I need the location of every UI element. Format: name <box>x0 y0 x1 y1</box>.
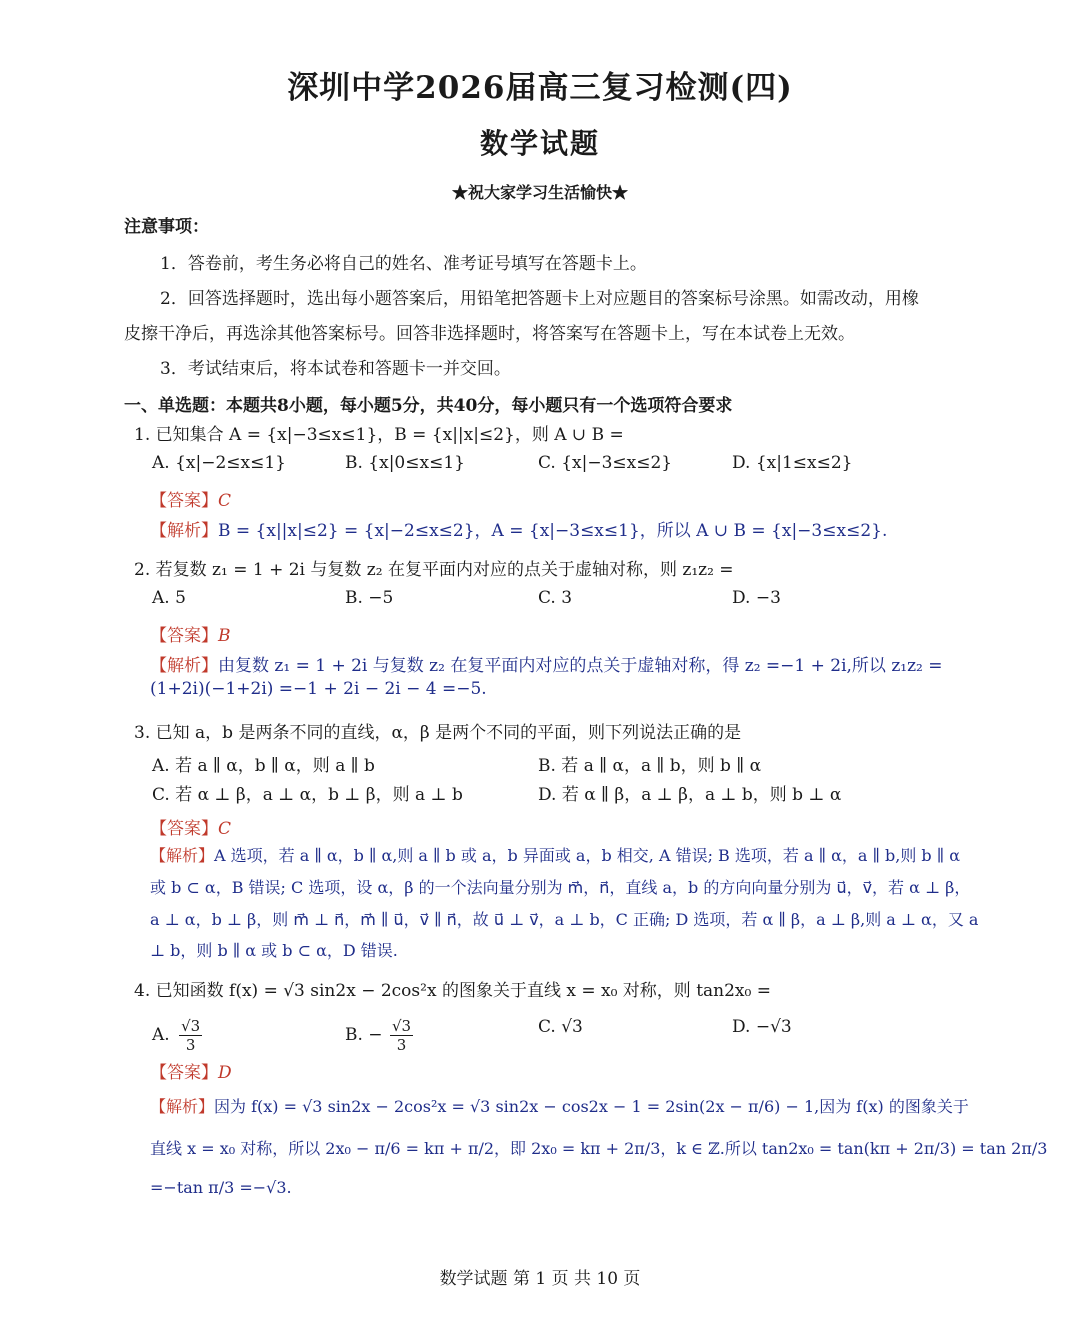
question-2-stem: 2. 若复数 z₁ = 1 + 2i 与复数 z₂ 在复平面内对应的点关于虚轴对称，则 z₁z₂ = <box>134 560 734 580</box>
q1-answer-value: C <box>218 491 232 511</box>
analysis-tag: 【解析】 <box>150 656 218 676</box>
fraction-denominator: 3 <box>396 1036 407 1054</box>
analysis-tag: 【解析】 <box>150 846 215 865</box>
analysis-tag: 【解析】 <box>150 521 218 541</box>
q4-analysis-line-1: 因为 f(x) = √3 sin2x − 2cos²x = √3 sin2x − cos2x − 1 = 2sin(2x − π/6) − 1,因为 f(x) 的图象关于 <box>214 1097 969 1116</box>
q2-answer-value: B <box>218 626 231 646</box>
notice-item-2-line-1: 2．回答选择题时，选出每小题答案后，用铅笔把答题卡上对应题目的答案标号涂黑。如需改动，用橡 <box>160 289 919 309</box>
page-footer: 数学试题 第 1 页 共 10 页 <box>439 1269 641 1289</box>
q4-analysis <box>150 1094 969 1117</box>
q3-option-c: C. 若 α ⊥ β，a ⊥ α，b ⊥ β，则 a ⊥ b <box>152 785 463 805</box>
q3-answer <box>150 814 231 839</box>
q3-option-d: D. 若 α ∥ β，a ⊥ β，a ⊥ b，则 b ⊥ α <box>538 785 842 805</box>
q3-analysis-line-2: 或 b ⊂ α，B 错误; C 选项，设 α，β 的一个法向量分别为 m⃗，n⃗，直线 a，b 的方向向量分别为 u⃗，v⃗，若 α ⊥ β， <box>150 878 971 897</box>
q2-analysis <box>150 651 943 676</box>
q1-option-d: D. {x|1≤x≤2} <box>732 453 853 473</box>
q3-analysis-line-1: A 选项，若 a ∥ α，b ∥ α,则 a ∥ b 或 a，b 异面或 a，b 相交, A 错误; B 选项，若 a ∥ α，a ∥ b,则 b ∥ α <box>214 846 961 865</box>
q2-analysis-line-2: (1+2i)(−1+2i) =−1 + 2i − 2i − 4 =−5. <box>150 679 487 699</box>
q3-answer-value: C <box>218 819 232 839</box>
q1-option-c: C. {x|−3≤x≤2} <box>538 453 673 473</box>
q1-analysis <box>150 516 887 541</box>
section-heading: 一、单选题：本题共8小题，每小题5分，共40分，每小题只有一个选项符合要求 <box>124 396 733 416</box>
exam-title: 深圳中学2026届高三复习检测(四) <box>287 70 793 106</box>
q1-analysis-text: B = {x||x|≤2} = {x|−2≤x≤2}，A = {x|−3≤x≤1}，所以 A ∪ B = {x|−3≤x≤2}. <box>218 521 888 541</box>
q2-option-c: C. 3 <box>538 588 573 608</box>
q4-answer <box>150 1058 232 1083</box>
q4-option-a-label: A. <box>152 1025 170 1045</box>
q1-answer <box>150 486 231 511</box>
q3-analysis <box>150 843 960 866</box>
fraction-numerator: √3 <box>391 1017 412 1035</box>
answer-tag: 【答案】 <box>150 626 218 646</box>
q2-analysis-line-1: 由复数 z₁ = 1 + 2i 与复数 z₂ 在复平面内对应的点关于虚轴对称，得 z₂ =−1 + 2i,所以 z₁z₂ = <box>218 656 943 676</box>
q1-option-a: A. {x|−2≤x≤1} <box>152 453 286 473</box>
answer-tag: 【答案】 <box>150 1063 218 1083</box>
q2-answer <box>150 621 231 646</box>
q3-analysis-line-3: a ⊥ α，b ⊥ β，则 m⃗ ⊥ n⃗，m⃗ ∥ u⃗，v⃗ ∥ n⃗，故 u⃗ ⊥ v⃗，a ⊥ b，C 正确; D 选项，若 α ∥ β，a ⊥ β,则 a ⊥ α，又 a <box>150 910 979 929</box>
q4-option-d: D. −√3 <box>732 1017 792 1037</box>
motto: ★祝大家学习生活愉快★ <box>451 183 628 202</box>
q4-analysis-line-3: =−tan π/3 =−√3. <box>150 1178 292 1197</box>
q2-option-b: B. −5 <box>345 588 394 608</box>
q4-option-b <box>345 1017 413 1054</box>
question-1-stem: 1. 已知集合 A = {x|−3≤x≤1}，B = {x||x|≤2}，则 A ∪ B = <box>134 425 624 445</box>
notice-item-3: 3．考试结束后，将本试卷和答题卡一并交回。 <box>160 359 511 379</box>
notice-item-1: 1．答卷前，考生务必将自己的姓名、准考证号填写在答题卡上。 <box>160 254 647 274</box>
q4-option-c: C. √3 <box>538 1017 583 1037</box>
question-4-stem: 4. 已知函数 f(x) = √3 sin2x − 2cos²x 的图象关于直线 x = x₀ 对称，则 tan2x₀ = <box>134 981 771 1001</box>
exam-subtitle: 数学试题 <box>479 127 600 160</box>
notice-heading: 注意事项： <box>124 217 209 237</box>
q4-option-a-fraction <box>179 1017 202 1054</box>
q4-answer-value: D <box>218 1063 232 1083</box>
q4-analysis-line-2: 直线 x = x₀ 对称，所以 2x₀ − π/6 = kπ + π/2，即 2x₀ = kπ + 2π/3，k ∈ ℤ.所以 tan2x₀ = tan(kπ + 2π/3) = tan 2π/3 <box>150 1139 1048 1158</box>
q4-option-b-label: B. − <box>345 1025 383 1045</box>
fraction-numerator: √3 <box>181 1017 201 1035</box>
answer-tag: 【答案】 <box>150 491 218 511</box>
q3-option-b: B. 若 a ∥ α，a ∥ b，则 b ∥ α <box>538 756 762 776</box>
fraction-denominator: 3 <box>185 1036 196 1054</box>
q3-analysis-line-4: ⊥ b，则 b ∥ α 或 b ⊂ α，D 错误. <box>150 941 398 960</box>
question-3-stem: 3. 已知 a，b 是两条不同的直线，α，β 是两个不同的平面，则下列说法正确的是 <box>134 723 742 743</box>
q4-option-a <box>152 1017 202 1054</box>
q3-option-a: A. 若 a ∥ α，b ∥ α，则 a ∥ b <box>152 756 375 776</box>
q1-option-b: B. {x|0≤x≤1} <box>345 453 465 473</box>
q4-option-b-fraction <box>390 1017 413 1054</box>
notice-item-2-line-2: 皮擦干净后，再选涂其他答案标号。回答非选择题时，将答案写在答题卡上，写在本试卷上无效。 <box>124 324 855 344</box>
q2-option-a: A. 5 <box>152 588 186 608</box>
q2-option-d: D. −3 <box>732 588 781 608</box>
answer-tag: 【答案】 <box>150 819 218 839</box>
analysis-tag: 【解析】 <box>150 1097 215 1116</box>
